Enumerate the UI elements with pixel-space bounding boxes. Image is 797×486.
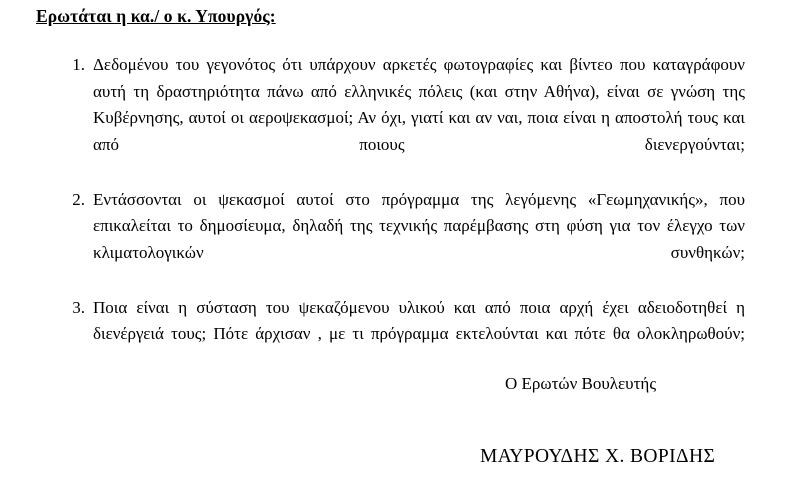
list-item bbox=[55, 52, 745, 185]
list-item-number: 3. bbox=[72, 297, 85, 317]
list-item-number: 2. bbox=[72, 189, 85, 209]
list-item-text: Εντάσσονται οι ψεκασμοί αυτοί στο πρόγραμμα της λεγόμενης «Γεωμηχανικής», που επικαλείται το δημοσίευμα, δηλαδή της τεχνικής παρέμβασης στη φύση για τον έλεγχο των κλιματολογικών συνθηκών; bbox=[93, 189, 745, 262]
signature-role: Ο Ερωτών Βουλευτής bbox=[505, 374, 657, 393]
page-title-text: Ερωτάται η κα./ ο κ. Υπουργός: bbox=[36, 6, 276, 26]
signature-name: ΜΑΥΡΟΥΔΗΣ Χ. ΒΟΡΙΔΗΣ bbox=[480, 446, 716, 467]
page-title bbox=[36, 6, 276, 27]
list-item bbox=[55, 295, 745, 375]
list-item-text: Δεδομένου του γεγονότος ότι υπάρχουν αρκετές φωτογραφίες και βίντεο που καταγράφουν αυτή τη δραστηριότητα πάνω από ελληνικές πόλεις (και στην Αθήνα), είναι σε γνώση της Κυβέρνησης, αυτοί οι αεροψεκασμοί; Αν όχι, γιατί και αν ναι, ποια είναι η αποστολή τους και από ποιους διενεργούνται; bbox=[93, 55, 745, 154]
list-item-text: Ποια είναι η σύσταση του ψεκαζόμενου υλικού και από ποια αρχή έχει αδειοδοτηθεί η διενέργειά τους; Πότε άρχισαν , με τι πρόγραμμα εκτελούνται και πότε θα ολοκληρωθούν; bbox=[93, 297, 745, 343]
list-item bbox=[55, 187, 745, 293]
question-list bbox=[55, 52, 745, 376]
list-item-number: 1. bbox=[72, 55, 85, 74]
